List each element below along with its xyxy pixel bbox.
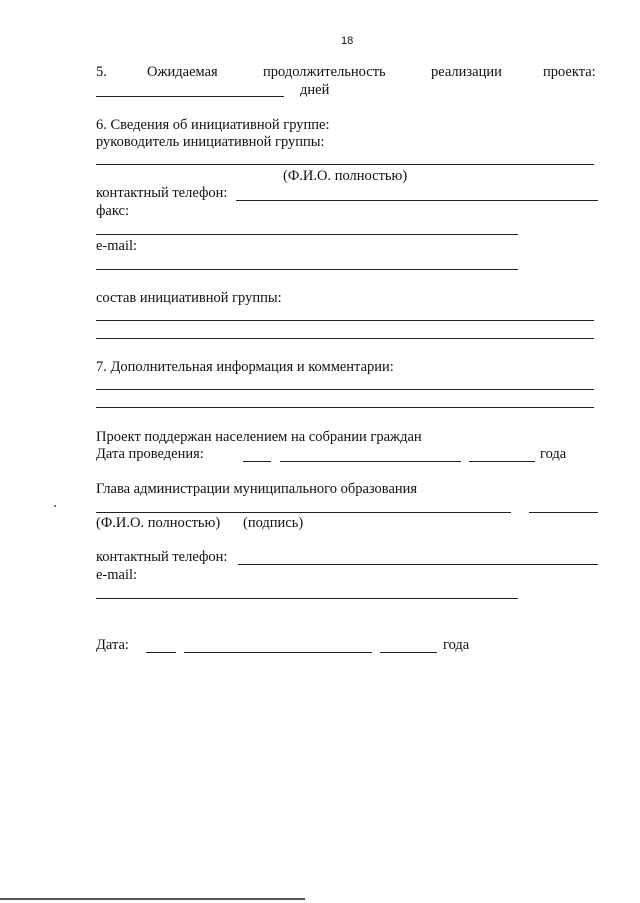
section5-word-duration: продолжительность (263, 64, 386, 80)
head-signature-hint: (подпись) (243, 515, 304, 531)
leader-phone-label: контактный телефон: (96, 185, 228, 201)
duration-input-line[interactable] (96, 96, 284, 97)
meeting-day-line[interactable] (243, 461, 271, 462)
head-fio-hint: (Ф.И.О. полностью) (96, 515, 221, 531)
meeting-month-line[interactable] (280, 461, 461, 462)
section7-title: 7. Дополнительная информация и комментарии: (96, 359, 394, 375)
date-label: Дата: (96, 637, 129, 653)
date-year-word: года (443, 637, 470, 653)
leader-email-line[interactable] (96, 269, 518, 270)
group-line-2[interactable] (96, 338, 594, 339)
date-year-line[interactable] (380, 652, 437, 653)
section5-word-realization: реализации (431, 64, 502, 80)
comments-line-2[interactable] (96, 407, 594, 408)
date-month-line[interactable] (184, 652, 372, 653)
page-number: 18 (341, 35, 354, 47)
date-day-line[interactable] (146, 652, 176, 653)
fax-line[interactable] (96, 234, 518, 235)
section5-word-expected: Ожидаемая (147, 64, 218, 80)
margin-dot (54, 505, 56, 507)
head-email-label: e-mail: (96, 567, 138, 583)
head-name-line[interactable] (96, 512, 511, 513)
group-composition-label: состав инициативной группы: (96, 290, 282, 306)
section5-number: 5. (96, 64, 107, 80)
meeting-date-label: Дата проведения: (96, 446, 204, 462)
head-email-line[interactable] (96, 598, 518, 599)
meeting-year-word: года (540, 446, 567, 462)
head-title: Глава администрации муниципального образования (96, 481, 418, 497)
head-phone-line[interactable] (238, 564, 598, 565)
page-bottom-edge (0, 898, 305, 900)
head-signature-line[interactable] (529, 512, 598, 513)
leader-fio-hint: (Ф.И.О. полностью) (283, 168, 408, 184)
section5-unit-days: дней (300, 82, 330, 98)
group-line-1[interactable] (96, 320, 594, 321)
head-phone-label: контактный телефон: (96, 549, 228, 565)
leader-label: руководитель инициативной группы: (96, 134, 325, 150)
leader-phone-line[interactable] (236, 200, 598, 201)
comments-line-1[interactable] (96, 389, 594, 390)
leader-name-line[interactable] (96, 164, 594, 165)
meeting-year-line[interactable] (469, 461, 535, 462)
support-statement: Проект поддержан населением на собрании граждан (96, 429, 422, 445)
section6-title: 6. Сведения об инициативной группе: (96, 117, 330, 133)
leader-email-label: e-mail: (96, 238, 138, 254)
section5-word-project: проекта: (543, 64, 596, 80)
fax-label: факс: (96, 203, 129, 219)
